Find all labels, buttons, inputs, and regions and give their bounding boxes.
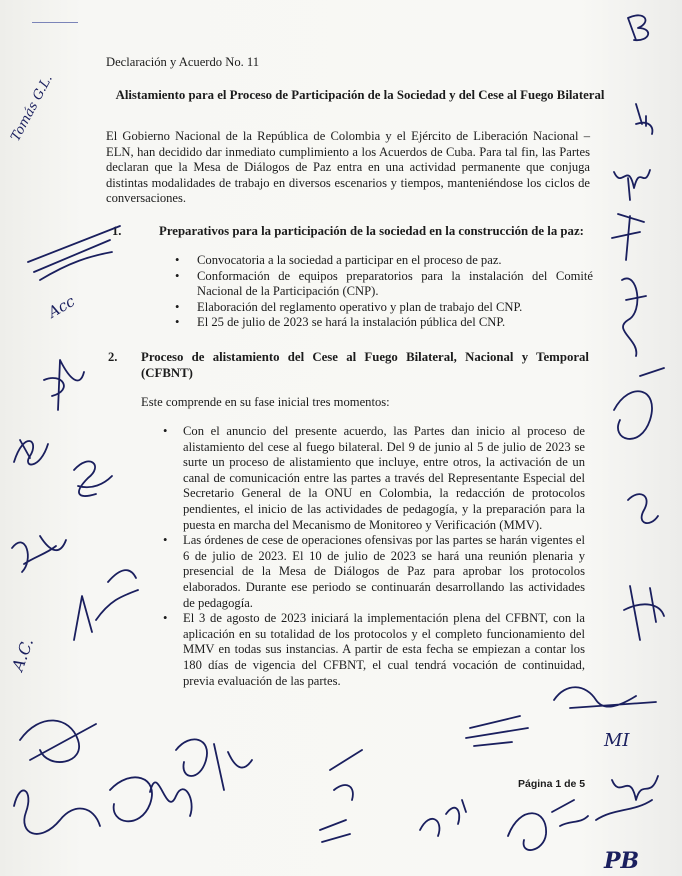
list-item: • Conformación de equipos preparatorios para la instalación del Comité Nacional de la Participación (CNP). xyxy=(175,268,593,299)
list-item: • El 25 de julio de 2023 se hará la instalación pública del CNP. xyxy=(175,315,506,330)
intro-paragraph: El Gobierno Nacional de la República de Colombia y el Ejército de Liberación Nacional – ELN, han decidido dar inmediato cumplimiento a los Acuerdos de Cuba. Para tal fin, las Partes declaran que la Mesa de Diálogos de Paz entra en una actividad permanente que conjuga distintas modalidades de trabajo en diversos escenarios y tiempos, manteniéndose los ciclos de conversaciones. xyxy=(106,129,590,206)
handwritten-note: Acc xyxy=(45,292,78,322)
bullet-icon: • xyxy=(163,424,168,438)
section2-heading: Proceso de alistamiento del Cese al Fuego Bilateral, Nacional y Temporal (CFBNT) xyxy=(141,350,589,380)
handwritten-note: PB xyxy=(604,848,640,874)
list-item: • Elaboración del reglamento operativo y plan de trabajo del CNP. xyxy=(175,299,523,314)
signature-mark xyxy=(74,461,112,496)
section2-number: 2. xyxy=(108,350,118,364)
document-reference: Declaración y Acuerdo No. 11 xyxy=(106,55,260,69)
signature-mark xyxy=(508,800,588,850)
handwritten-note: A.C. xyxy=(7,635,38,674)
signature-mark xyxy=(150,782,192,816)
section2-intro: Este comprende en su fase inicial tres momentos: xyxy=(141,395,390,409)
signature-mark xyxy=(12,536,66,572)
signature-mark xyxy=(20,720,96,762)
signature-mark xyxy=(320,750,362,842)
list-item: • El 3 de agosto de 2023 iniciará la implementación plena del CFBNT, con la aplicación en su totalidad de los protocolos y el completo funcionamiento del MMV en todas sus instancias. A partir de esta fecha se empiezan a contar los 180 días de vigencia del CFBNT, el cual tendrá vocación de continuidad, previa evaluación de las partes. xyxy=(163,611,585,688)
signature-mark xyxy=(636,104,652,134)
signature-mark xyxy=(28,226,120,280)
list-item: • Con el anuncio del presente acuerdo, las Partes dan inicio al proceso de alistamiento del cese al fuego bilateral. Del 9 de junio al 5 de julio de 2023 se surte un proceso de alistamiento que incluye, entre otros, la activación de un canal de comunicación entre las partes a través del Representante Especial del Secretario General de la ONU en Colombia, la redacción de protocolos pendientes, el inicio de las actividades de pedagogía, y la preparación para la puesta en marcha del Mecanismo de Monitoreo y Verificación (MMV). xyxy=(163,424,585,532)
signature-mark xyxy=(596,776,658,820)
signature-mark xyxy=(110,777,152,821)
signature-mark xyxy=(614,368,664,439)
section2-list xyxy=(163,424,585,689)
signature-mark xyxy=(612,214,644,260)
bullet-icon: • xyxy=(163,611,168,626)
bullet-icon: • xyxy=(163,533,168,548)
signature-mark xyxy=(554,687,656,708)
section1-number: 1. xyxy=(112,224,122,238)
signature-mark xyxy=(44,360,84,410)
signature-mark xyxy=(628,15,648,40)
signature-mark xyxy=(14,791,100,834)
handwritten-note: MI xyxy=(604,730,630,751)
document-title: Alistamiento para el Proceso de Participación de la Sociedad y del Cese al Fuego Bilateral xyxy=(115,88,605,102)
signature-mark xyxy=(628,494,658,523)
top-mark xyxy=(32,22,78,23)
signature-mark xyxy=(74,570,138,640)
section1-list xyxy=(175,253,593,331)
signature-mark xyxy=(14,440,48,465)
signature-mark xyxy=(466,716,528,746)
signature-mark xyxy=(622,278,646,356)
section1-heading: Preparativos para la participación de la sociedad en la construcción de la paz: xyxy=(159,224,584,238)
bullet-icon: • xyxy=(175,299,180,314)
bullet-icon: • xyxy=(175,253,180,267)
signature-mark xyxy=(614,170,650,200)
signature-mark xyxy=(176,739,252,790)
signature-mark xyxy=(420,800,466,836)
list-item: • Convocatoria a la sociedad a participar en el proceso de paz. xyxy=(175,253,502,267)
page-number: Página 1 de 5 xyxy=(518,778,586,790)
bullet-icon: • xyxy=(175,315,180,330)
handwritten-note: Tomás G.L. xyxy=(8,72,56,144)
list-item: • Las órdenes de cese de operaciones ofensivas por las partes se harán vigentes el 6 de julio de 2023. El 10 de julio de 2023 se hará una reunión plenaria y presencial de la Mesa de Diálogos de Paz para aprobar los protocolos elaborados. Durante ese periodo se continuarán desarrollando las actividades de pedagogía. xyxy=(163,533,585,610)
signature-mark xyxy=(624,586,664,640)
bullet-icon: • xyxy=(175,268,180,283)
